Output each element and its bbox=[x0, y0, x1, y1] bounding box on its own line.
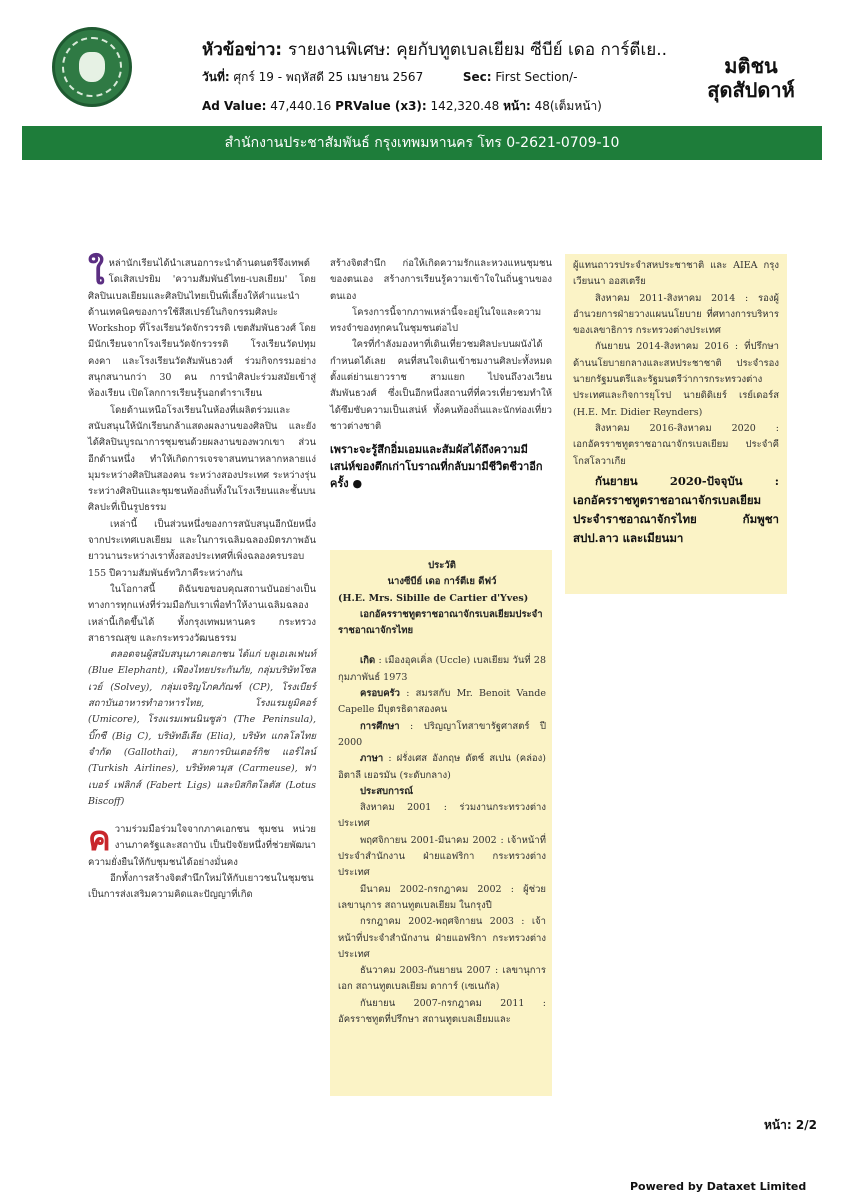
biography-box bbox=[330, 550, 552, 1096]
biography-continued bbox=[573, 258, 779, 548]
brand-line-2: สุดสัปดาห์ bbox=[707, 78, 795, 102]
language-label: ภาษา bbox=[360, 753, 384, 765]
col1-paragraph-7: อีกทั้งการสร้างจิตสำนึกใหม่ให้กับเยาวชนในชุมชนเป็นการส่งเสริมความคิดและปัญญาที่เกิด bbox=[88, 872, 314, 901]
biography bbox=[338, 558, 546, 1028]
born-value: : เมืองอุคเคิ่ล (Uccle) เบลเยียม วันที่ 28 กุมภาพันธ์ 1973 bbox=[338, 655, 546, 683]
experience-label: ประสบการณ์ bbox=[360, 785, 414, 797]
ad-value: 47,440.16 bbox=[270, 99, 332, 113]
page-number-label: หน้า: bbox=[764, 1118, 792, 1132]
article-column-2 bbox=[330, 256, 552, 492]
page-number-value: 2/2 bbox=[795, 1118, 817, 1132]
education-label: การศึกษา bbox=[360, 720, 400, 732]
bma-seal-logo bbox=[52, 27, 132, 107]
pull-quote: เพราะจะรู้สึกอิ่มเอมและสัมผัสได้ถึงความมีเสน่ห์ของตึกเก่าโบราณที่กลับมามีชีวิตชีวาอีกครั้ง ● bbox=[330, 443, 543, 491]
pr-office-banner: สำนักงานประชาสัมพันธ์ กรุงเทพมหานคร โทร 0-2621-0709-10 bbox=[22, 126, 822, 160]
bio-name-en: (H.E. Mrs. Sibille de Cartier d'Yves) bbox=[338, 592, 529, 604]
col1-paragraph-3: เหล่านี้ เป็นส่วนหนึ่งของการสนับสนุนอีกนัยหนึ่ง จากประเทศเบลเยียม และในการเฉลิมฉลองมิตรภาพอันยาวนานระหว่างเราทั้งสองประเทศที่เพิ่งฉลองครบรอบ 155 ปีความสัมพันธ์ทวิภาคีระหว่างกัน bbox=[88, 518, 316, 579]
education-value: : ปริญญาโทสาขารัฐศาสตร์ ปี 2000 bbox=[338, 720, 546, 748]
date-label: วันที่: bbox=[202, 70, 230, 84]
section-label: Sec: bbox=[462, 70, 492, 84]
dropcap: ใ bbox=[88, 253, 105, 293]
col1-paragraph-4: ในโอกาสนี้ ดิฉันขอขอบคุณสถานบันอย่างเป็นทางการทุกแห่งที่ร่วมมือกับเราเพื่อทำให้งานเฉลิมฉลองเหล่านี้เกิดขึ้นได้ ทั้งกรุงเทพมหานคร กระทรวงสาธารณสุข และกระทรวงวัฒนธรรม bbox=[88, 583, 316, 644]
value-row bbox=[202, 97, 602, 116]
biography-box-continued bbox=[565, 254, 787, 594]
news-headline bbox=[202, 36, 682, 63]
experience-item: พฤศจิกายน 2001-มีนาคม 2002 : เจ้าหน้าที่ประจำสำนักงาน ฝ่ายแอฟริกา กระทรวงต่างประเทศ bbox=[338, 834, 546, 879]
date-row bbox=[202, 68, 577, 87]
current-position: กันยายน 2020-ปัจจุบัน : เอกอัครราชทูตราชอาณาจักรเบลเยียมประจำราชอาณาจักรไทย กัมพูชา สปป.ลาว และเมียนมา bbox=[573, 473, 779, 545]
experience-item: สิงหาคม 2001 : ร่วมงานกระทรวงต่างประเทศ bbox=[338, 802, 546, 830]
experience-item: กันยายน 2007-กรกฎาคม 2011 : อัครราชทูตที่ปรึกษา สถานทูตเบลเยียมและ bbox=[338, 997, 546, 1026]
experience-item: มีนาคม 2002-กรกฎาคม 2002 : ผู้ช่วยเลขานุการ สถานทูตเบลเยียม ในกรุงปี bbox=[338, 883, 546, 911]
ad-value-label: Ad Value: bbox=[202, 99, 267, 113]
language-value: : ฝรั่งเศส อังกฤษ ดัตช์ สเปน (คล่อง) อิตาลี เยอรมัน (ระดับกลาง) bbox=[338, 753, 546, 781]
page-number bbox=[764, 1116, 817, 1135]
col3-paragraph-3: กันยายน 2014-สิงหาคม 2016 : ที่ปรึกษาด้านนโยบายกลางและสหประชาชาติ ประจำรองนายกรัฐมนตรีและรัฐมนตรีว่าการกระทรวงต่างประเทศและกิจการยุโรป นายดิดิเยร์ เรย์เดอร์ส (H.E. Mr. Didier Reynders) bbox=[573, 341, 779, 418]
family-value: : สมรสกับ Mr. Benoit Vande Capelle มีบุตรธิดาสองคน bbox=[338, 688, 546, 716]
col1-paragraph-5: ตลอดจนผู้สนับสนุนภาคเอกชน ได้แก่ บลูเอเลเฟนท์ (Blue Elephant), เฟืองไทยประกันภัย, กลุ่มบริษัทโซลเวย์ (Solvey), กลุ่มเจริญโภคภัณฑ์ (CP), โรงเบียร์ สถาบันอาหารทำอาหารไทย, โรงแรมยูมิคอร์ (Umicore), โรงแรมเพนนินซูล่า (The Peninsula), บิ๊กซี (Big C), บริษัทอีเลีย (Elia), บริษัท แกลโลไทย จำกัด (Gallothai), สายการบินเตอร์กิช แอร์ไลน์ (Turkish Airlines), บริษัทคามุส (Carmeuse), ฟาเบอร์ เฟลิกส์ (Fabert Ligs) และบิสกิตโลตัส (Lotus Biscoff) bbox=[88, 649, 316, 807]
section-value: First Section/- bbox=[495, 70, 578, 84]
col3-paragraph-4: สิงหาคม 2016-สิงหาคม 2020 : เอกอัครราชทูตราชอาณาจักรเบลเยียม ประจำคีโกสโลวาเกีย bbox=[573, 422, 779, 467]
page-value: 48(เต็มหน้า) bbox=[534, 99, 602, 113]
experience-item: กรกฎาคม 2002-พฤศจิกายน 2003 : เจ้าหน้าที่ประจำสำนักงาน ฝ่ายแอฟริกา กระทรวงต่างประเทศ bbox=[338, 916, 546, 960]
col3-paragraph-1: ผู้แทนถาวรประจำสหประชาชาติ และ AIEA กรุงเวียนนา ออสเตรีย bbox=[573, 260, 779, 288]
col1-paragraph-6: วามร่วมมือร่วมใจจากภาคเอกชน ชุมชน หน่วยงานภาครัฐและสถาบัน เป็นปัจจัยหนึ่งที่ช่วยพัฒนาความยั่งยืนให้กับชุมชนได้อย่างมั่นคง bbox=[88, 824, 316, 868]
col1-paragraph-2: โดยด้านเหนือโรงเรียนในห้องที่เผลิตร่วมและสนับสนุนให้นักเรียนกล้าแสดงผลงานของศิลปิน และยังได้ศิลปินบูรณาการชุมชนด้วยผลงานของพวกเขา ส่วนอีกด้านหนึ่ง ทำให้เกิดการเจรจาสนทนาหลากหลายแง่มุมระหว่างศิลปินสองคน ระหว่างสองประเทศ ระหว่างรุ่น ระหว่างศิลปินและชุมชนท้องถิ่นทั้งในโรงเรียนและชั้นบนศิลปะที่เป็นรูปธรรม bbox=[88, 404, 316, 514]
experience-item: ธันวาคม 2003-กันยายน 2007 : เลขานุการเอก สถานทูตเบลเยียม ดาการ์ (เซเนกัล) bbox=[338, 965, 546, 993]
bio-name-th: นางซีบีย์ เดอ การ์ตีเย ดีฟว์ bbox=[387, 576, 497, 588]
dropcap-2: ค bbox=[88, 819, 111, 860]
col3-paragraph-2: สิงหาคม 2011-สิงหาคม 2014 : รองผู้อำนวยการฝ่ายวางแผนนโยบาย ที่ศทางการบริหารของเลขาธิการ กระทรวงต่างประเทศ bbox=[573, 292, 779, 337]
seal-emblem bbox=[79, 52, 105, 82]
date-value: ศุกร์ 19 - พฤหัสดี 25 เมษายน 2567 bbox=[233, 70, 424, 84]
pr-value-label: PRValue (x3): bbox=[335, 99, 427, 113]
bio-role: เอกอัครราชทูตราชอาณาจักรเบลเยียมประจำราชอาณาจักรไทย bbox=[338, 608, 543, 637]
brand-line-1: มติชน bbox=[724, 54, 778, 78]
powered-by: Powered by Dataxet Limited bbox=[630, 1180, 807, 1193]
col2-paragraph-2: โครงการนี้จากภาพเหล่านี้จะอยู่ในใจและความทรงจำของทุกคนในชุมชนต่อไป bbox=[330, 306, 542, 335]
col1-paragraph-1: หล่านักเรียนได้นำเสนอการะนำด้านดนตรีจึงเทพต์โดเสิสเปรยิม 'ความสัมพันธ์ไทย-เบลเยียม' โดยศิลปินเบลเยียมและศิลปินไทยเป็นพี่เลี้ยงให้คำแนะนำด้านเทคนิคของการใช้สีสเปรย์ในกิจกรรมศิลปะ Workshop ที่โรงเรียนวัดจักรวรรดิ เขตสัมพันธวงศ์ โดยมีนักเรียนจากโรงเรียนวัดจักรวรรดิ โรงเรียนวัดปทุมคงคา และโรงเรียนวัดสัมพันธวงศ์ ร่วมกิจกรรมอย่างสนุกสนานกว่า 30 คน การนำศิลปะร่วมสมัยเข้าสู่ห้องเรียน เปิดโลกการเรียนรู้นอกตำราเรียน bbox=[88, 258, 316, 400]
publication-logo bbox=[696, 54, 806, 102]
bio-title: ประวัติ bbox=[428, 560, 456, 571]
article-column-1 bbox=[88, 253, 316, 904]
col2-paragraph-3: ใครที่กำลังมองหาที่เดินเที่ยวชมศิลปะบนผนังได้กำหนดได้เลย คนที่สนใจเดินเข้าชมงานศิลปะทั้งหมด ตั้งแต่ย่านเยาวราช สามแยก ไปจนถึงวงเวียนสัมพันธวงศ์ ซึ่งเป็นอีกหนึ่งสถานที่ที่ควรเที่ยวชมทำให้ได้ซึมซับความเป็นเสน่ห์ ทั้งคนท้องถิ่นและนักท่องเที่ยวชาวต่างชาติ bbox=[330, 339, 552, 432]
born-label: เกิด bbox=[360, 655, 376, 667]
family-label: ครอบครัว bbox=[360, 688, 400, 700]
headline-text: รายงานพิเศษ: คุยกับทูตเบลเยียม ซีบีย์ เดอ การ์ตีเย.. bbox=[288, 40, 668, 60]
col2-paragraph-1: สร้างจิตสำนึก ก่อให้เกิดความรักและหวงแหนชุมชนของตนเอง สร้างการเรียนรู้ความเข้าใจในถิ่นฐานของตนเอง bbox=[330, 258, 552, 302]
page-label: หน้า: bbox=[503, 99, 531, 113]
headline-label: หัวข้อข่าว: bbox=[202, 40, 283, 60]
pr-value: 142,320.48 bbox=[430, 99, 500, 113]
